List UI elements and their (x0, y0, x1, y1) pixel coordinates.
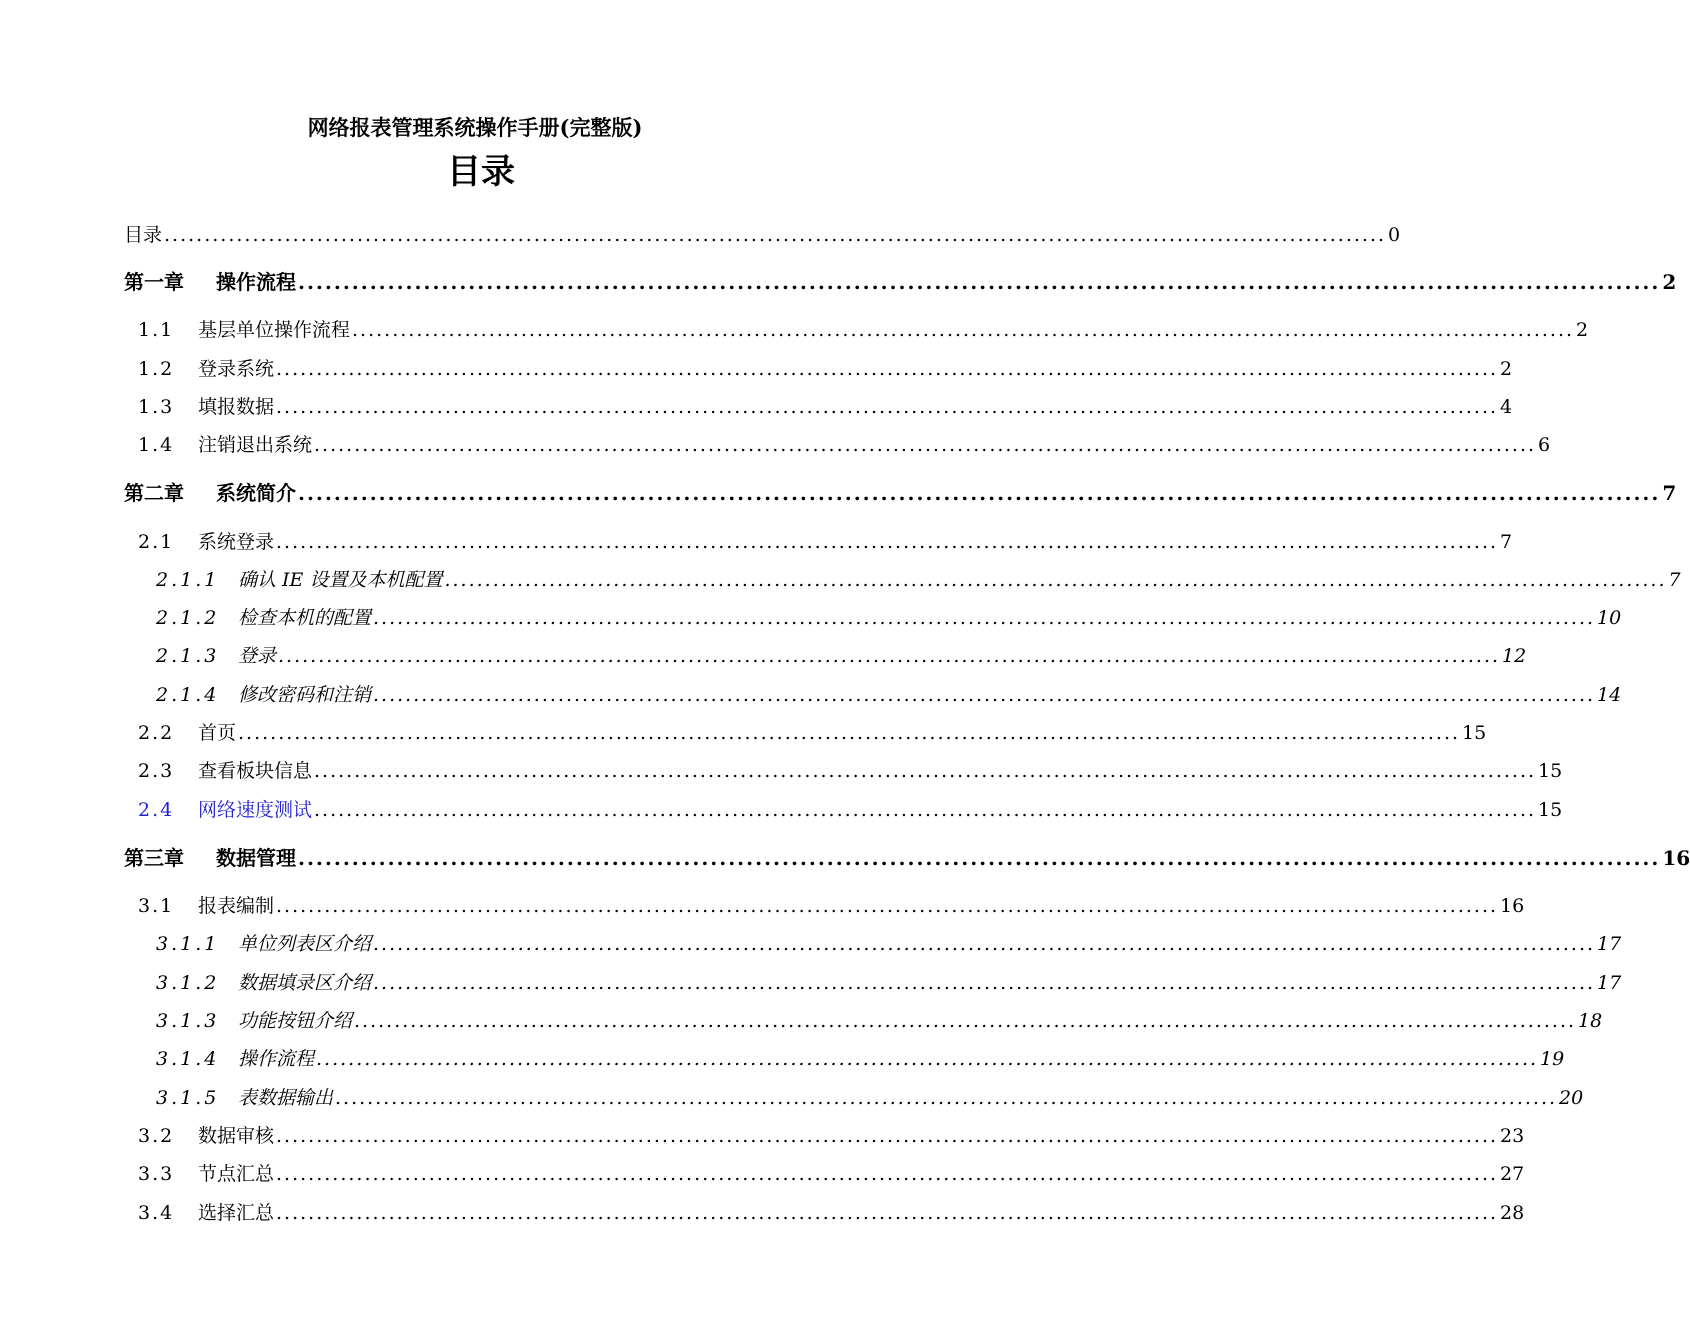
toc-entry-number: 3.1.5 (156, 1087, 220, 1109)
toc-entry-label: 数据管理 (216, 846, 296, 870)
toc-entry-label: 目录 (124, 224, 163, 246)
toc-leader: ........................................................................................................................................................ (373, 972, 1596, 994)
toc-entry-1-2[interactable] (138, 356, 1513, 382)
toc-entry-3-4[interactable] (138, 1200, 1525, 1226)
toc-leader: ........................................................................................................................................................ (314, 799, 1537, 821)
toc-entry-label: 确认 IE 设置及本机配置 (238, 569, 443, 591)
toc-entry-3-1-3[interactable] (156, 1008, 1603, 1034)
toc-leader: ........................................................................................................................................................ (335, 1087, 1558, 1109)
toc-entry-2-1-2[interactable] (156, 605, 1622, 631)
toc-entry-page: 17 (1597, 933, 1622, 955)
toc-entry-label: 系统简介 (216, 481, 296, 505)
toc-entry-chapter-1[interactable] (124, 269, 1677, 295)
toc-entry-number: 1.1 (138, 319, 175, 341)
toc-leader: ........................................................................................................................................................ (276, 358, 1499, 380)
toc-entry-label: 操作流程 (238, 1048, 315, 1070)
toc-entry-number: 1.4 (138, 434, 175, 456)
toc-entry-number: 2.1.3 (156, 645, 220, 667)
toc-entry-label: 首页 (198, 722, 237, 744)
toc-leader: ........................................................................................................................................................ (314, 434, 1537, 456)
toc-entry-page: 17 (1597, 972, 1622, 994)
toc-entry-number: 第二章 (124, 481, 184, 505)
toc-entry-3-3[interactable] (138, 1161, 1525, 1187)
toc-leader: ........................................................................................................................................................ (298, 846, 1661, 870)
toc-leader: ........................................................................................................................................................ (276, 396, 1499, 418)
toc-entry-page: 2 (1662, 270, 1677, 294)
toc-entry-number: 3.4 (138, 1202, 175, 1224)
toc-entry-number: 2.4 (138, 799, 175, 821)
toc-leader: ........................................................................................................................................................ (373, 607, 1596, 629)
toc-entry-label: 报表编制 (198, 895, 275, 917)
toc-entry-number: 2.2 (138, 722, 175, 744)
toc-entry-number: 第一章 (124, 270, 184, 294)
toc-entry-page: 20 (1559, 1087, 1584, 1109)
toc-entry-number: 3.2 (138, 1125, 175, 1147)
toc-entry-3-2[interactable] (138, 1123, 1525, 1149)
toc-entry-label: 选择汇总 (198, 1202, 275, 1224)
toc-entry-number: 2.1 (138, 531, 175, 553)
toc-entry-page: 7 (1668, 569, 1681, 591)
toc-leader: ........................................................................................................................................................ (314, 760, 1537, 782)
toc-entry-label: 数据审核 (198, 1125, 275, 1147)
toc-entry-2-1[interactable] (138, 529, 1513, 555)
toc-entry-label: 基层单位操作流程 (198, 319, 351, 341)
toc-entry-2-4[interactable] (138, 797, 1563, 823)
toc-entry-number: 1.3 (138, 396, 175, 418)
toc-leader: ........................................................................................................................................................ (316, 1048, 1539, 1070)
toc-entry-number: 3.1.3 (156, 1010, 220, 1032)
toc-entry-page: 7 (1500, 531, 1513, 553)
toc-entry-3-1-2[interactable] (156, 970, 1622, 996)
toc-entry-2-1-1[interactable] (156, 567, 1681, 593)
toc-entry-number: 2.1.4 (156, 684, 220, 706)
toc-leader: ........................................................................................................................................................ (276, 1163, 1499, 1185)
toc-entry-label: 注销退出系统 (198, 434, 313, 456)
toc-entry-page: 16 (1662, 846, 1690, 870)
toc-entry-3-1[interactable] (138, 893, 1525, 919)
toc-entry-label: 登录 (238, 645, 277, 667)
toc-entry-3-1-4[interactable] (156, 1046, 1565, 1072)
toc-leader: ........................................................................................................................................................ (276, 1202, 1499, 1224)
toc-entry-page: 15 (1462, 722, 1487, 744)
toc-entry-number: 3.3 (138, 1163, 175, 1185)
toc-entry-page: 12 (1502, 645, 1527, 667)
toc-entry-page: 15 (1538, 760, 1563, 782)
toc-entry-page: 7 (1662, 481, 1677, 505)
toc-leader: ........................................................................................................................................................ (444, 569, 1667, 591)
toc-entry-page: 15 (1538, 799, 1563, 821)
toc-entry-page: 6 (1538, 434, 1551, 456)
document-title: 网络报表管理系统操作手册(完整版) (307, 115, 643, 140)
toc-entry-label: 登录系统 (198, 358, 275, 380)
toc-leader: ........................................................................................................................................................ (276, 531, 1499, 553)
toc-entry-1-4[interactable] (138, 432, 1551, 458)
toc-entry-number: 3.1.1 (156, 933, 220, 955)
toc-entry-number: 2.1.1 (156, 569, 220, 591)
toc-heading: 目录 (447, 152, 515, 192)
toc-entry-3-1-5[interactable] (156, 1085, 1584, 1111)
toc-entry-label: 填报数据 (198, 396, 275, 418)
toc-leader: ........................................................................................................................................................ (276, 1125, 1499, 1147)
toc-entry-number: 2.3 (138, 760, 175, 782)
toc-entry-number: 3.1 (138, 895, 175, 917)
toc-entry-3-1-1[interactable] (156, 931, 1622, 957)
toc-leader: ........................................................................................................................................................ (298, 481, 1661, 505)
toc-entry-label: 检查本机的配置 (238, 607, 372, 629)
toc-entry-page: 28 (1500, 1202, 1525, 1224)
toc-entry-number: 1.2 (138, 358, 175, 380)
toc-entry-page: 19 (1540, 1048, 1565, 1070)
toc-entry-page: 14 (1597, 684, 1622, 706)
toc-leader: ........................................................................................................................................................ (276, 895, 1499, 917)
toc-entry-page: 27 (1500, 1163, 1525, 1185)
toc-entry-label: 系统登录 (198, 531, 275, 553)
toc-leader: ........................................................................................................................................................ (278, 645, 1501, 667)
toc-entry-label: 功能按钮介绍 (238, 1010, 353, 1032)
toc-entry-2-3[interactable] (138, 758, 1563, 784)
toc-entry-label: 查看板块信息 (198, 760, 313, 782)
toc-entry-2-1-4[interactable] (156, 682, 1622, 708)
toc-entry-number: 第三章 (124, 846, 184, 870)
toc-entry-number: 3.1.4 (156, 1048, 220, 1070)
toc-leader: ........................................................................................................................................................ (164, 224, 1387, 246)
toc-entry-label: 数据填录区介绍 (238, 972, 372, 994)
toc-entry-page: 23 (1500, 1125, 1525, 1147)
toc-leader: ........................................................................................................................................................ (352, 319, 1575, 341)
toc-leader: ........................................................................................................................................................ (298, 270, 1661, 294)
toc-entry-label: 表数据输出 (238, 1087, 334, 1109)
toc-leader: ........................................................................................................................................................ (373, 933, 1596, 955)
toc-entry-1-1[interactable] (138, 317, 1589, 343)
toc-leader: ........................................................................................................................................................ (238, 722, 1461, 744)
toc-entry-2-2[interactable] (138, 720, 1487, 746)
toc-entry-label: 网络速度测试 (198, 799, 313, 821)
toc-entry-page: 16 (1500, 895, 1525, 917)
toc-leader: ........................................................................................................................................................ (373, 684, 1596, 706)
toc-entry-chapter-3[interactable] (124, 845, 1690, 871)
toc-entry-page: 18 (1578, 1010, 1603, 1032)
toc-entry-label: 单位列表区介绍 (238, 933, 372, 955)
toc-entry-label: 节点汇总 (198, 1163, 275, 1185)
toc-entry-page: 0 (1388, 224, 1401, 246)
toc-leader: ........................................................................................................................................................ (354, 1010, 1577, 1032)
toc-entry-page: 10 (1597, 607, 1622, 629)
toc-entry-label: 修改密码和注销 (238, 684, 372, 706)
toc-entry-page: 2 (1576, 319, 1589, 341)
toc-entry-2-1-3[interactable] (156, 643, 1527, 669)
toc-entry-contents[interactable] (124, 222, 1401, 248)
toc-entry-1-3[interactable] (138, 394, 1513, 420)
toc-entry-page: 4 (1500, 396, 1513, 418)
toc-entry-label: 操作流程 (216, 270, 296, 294)
toc-entry-number: 2.1.2 (156, 607, 220, 629)
toc-entry-chapter-2[interactable] (124, 480, 1677, 506)
toc-entry-page: 2 (1500, 358, 1513, 380)
toc-entry-number: 3.1.2 (156, 972, 220, 994)
